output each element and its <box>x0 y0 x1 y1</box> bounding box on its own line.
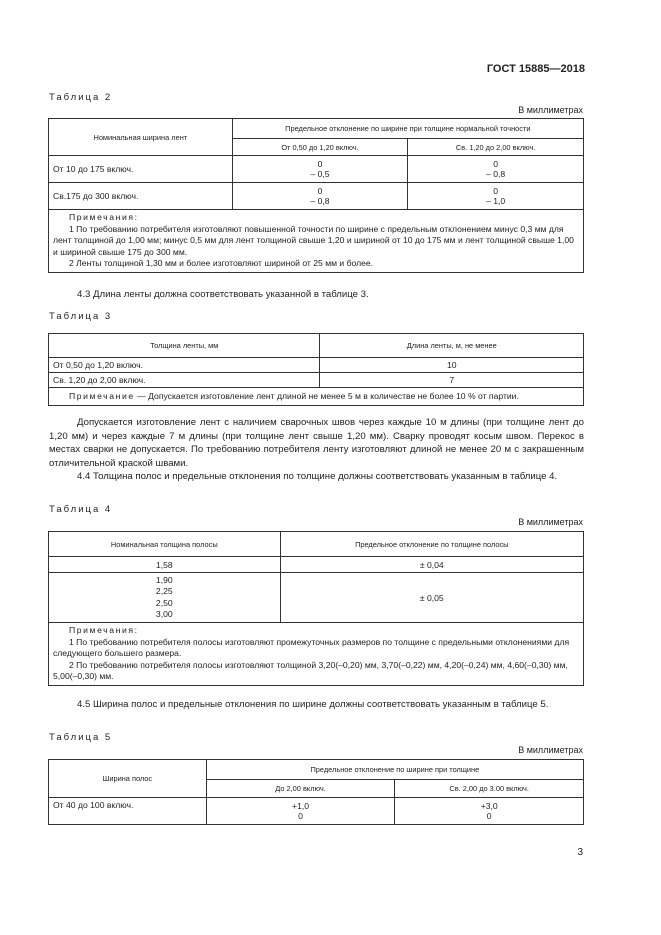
table2-col1-header: Номинальная ширина лент <box>49 119 233 156</box>
table-row <box>49 798 584 825</box>
cell-value: 0 <box>317 159 323 169</box>
cell-value: 2,25 <box>155 586 173 596</box>
note-caption: Примечание <box>69 390 135 401</box>
table-row <box>49 573 584 623</box>
cell-value: 2,50 <box>155 597 173 608</box>
cell-value: – 0,8 <box>486 169 506 179</box>
table4-caption: Таблица 4 <box>49 504 113 515</box>
cell-value: – 0,5 <box>310 169 330 179</box>
cell-value: +1,0 <box>292 801 310 811</box>
table3 <box>48 333 584 406</box>
table3-note <box>49 388 584 406</box>
table5-row-label: От 40 до 100 включ. <box>49 798 207 825</box>
table2-row2-label: Св.175 до 300 включ. <box>49 183 233 210</box>
table4-unit: В миллиметрах <box>518 517 583 527</box>
table2-unit: В миллиметрах <box>518 105 583 115</box>
paragraph-welding <box>49 416 584 470</box>
notes-caption: Примечания: <box>69 625 139 635</box>
table-row <box>49 156 584 183</box>
table3-row1-label: От 0,50 до 1,20 включ. <box>49 358 320 373</box>
cell-value: 0 <box>317 186 323 196</box>
table4-row1-label: 1,58 <box>49 557 281 573</box>
notes-caption: Примечания: <box>69 212 139 222</box>
note-1: 1 По требованию потребителя полосы изготовляют промежуточных размеров по толщине с предельными отклонениями для следующего большего размера. <box>53 636 570 659</box>
table4 <box>48 531 584 686</box>
table5-sub2-header: Св. 2,00 до 3.00 включ. <box>395 780 584 798</box>
cell-value: 0 <box>493 186 499 196</box>
cell-value: 0 <box>486 811 492 821</box>
table3-col2-header: Длина ленты, м, не менее <box>320 334 584 358</box>
note-2: 2 По требованию потребителя полосы изготовляют толщиной 3,20(–0,20) мм, 3,70(–0,22) мм, 4,20(–0,24) мм, 4,60(–0,30) мм, 5,00(–0,30) мм. <box>53 659 568 682</box>
document-header: ГОСТ 15885—2018 <box>486 63 585 75</box>
table2 <box>48 118 584 273</box>
paragraph-text: 4.3 Длина ленты должна соответствовать указанной в таблице 3. <box>77 289 369 300</box>
table3-row1-value: 10 <box>320 358 584 373</box>
table-row <box>49 373 584 388</box>
note-2: 2 Ленты толщиной 1,30 мм и более изготовляют шириной от 25 мм и более. <box>69 258 374 269</box>
table5 <box>48 759 584 825</box>
cell-value: – 1,0 <box>486 196 506 206</box>
cell-value: 0 <box>493 159 499 169</box>
table2-sub2-header: Св. 1,20 до 2,00 включ. <box>408 139 584 156</box>
table2-group-header: Предельное отклонение по ширине при толщине нормальной точности <box>232 119 583 139</box>
paragraph-text: 4.4 Толщина полос и предельные отклонения по толщине должны соответствовать указанным в таблице 4. <box>77 471 558 482</box>
table5-unit: В миллиметрах <box>518 745 583 755</box>
table2-notes <box>49 210 584 273</box>
cell-value: 3,00 <box>155 609 173 619</box>
table4-col1-header: Номинальная толщина полосы <box>49 532 281 557</box>
table3-row2-value: 7 <box>320 373 584 388</box>
table2-row1-label: От 10 до 175 включ. <box>49 156 233 183</box>
note-1: 1 По требованию потребителя изготовляют повышенной точности по ширине с предельным отклонением минус 0,3 мм для лент толщиной до 1,00 мм; минус 0,5 мм для лент толщиной свыше 1,20 и шириной от 10 до 175 мм и лент толщиной свыше 1,00 и шириной свыше 175 до 300 мм. <box>53 223 574 257</box>
table4-row2-value: ± 0,05 <box>280 573 583 623</box>
table4-notes <box>49 623 584 686</box>
paragraph-4-4 <box>49 470 584 484</box>
paragraph-4-5 <box>49 698 584 712</box>
table-row <box>49 183 584 210</box>
paragraph-4-3 <box>49 288 584 302</box>
paragraph-text: Допускается изготовление лент с наличием сварочных швов через каждые 10 м длины (при толщине лент до 1,20 мм) и через каждые 7 м длины (при толщине лент свыше 1,20 мм). Сварку проводят косым швом. Перекос в местах сварки не допускается. По требованию потребителя ленту изготовляют длиной не менее 20 м с закрашенным отличительной краской швами. <box>49 417 584 469</box>
table4-row1-value: ± 0,04 <box>280 557 583 573</box>
table5-group-header: Предельное отклонение по ширине при толщине <box>206 760 583 780</box>
paragraph-text: 4.5 Ширина полос и предельные отклонения по ширине должны соответствовать указанным в таблице 5. <box>77 699 549 710</box>
cell-value: – 0,8 <box>310 196 330 206</box>
table5-caption: Таблица 5 <box>49 732 113 743</box>
table5-col1-header: Ширина полос <box>49 760 207 798</box>
table3-caption: Таблица 3 <box>49 311 113 322</box>
table-row <box>49 358 584 373</box>
cell-value: 0 <box>298 811 303 821</box>
cell-value: +3,0 <box>480 801 498 811</box>
note-text: — Допускается изготовление лент длиной не менее 5 м в количестве не более 10 % от партии. <box>137 390 519 401</box>
table5-sub1-header: До 2,00 включ. <box>206 780 395 798</box>
table2-caption: Таблица 2 <box>49 92 113 103</box>
cell-value: 1,90 <box>155 574 173 585</box>
table4-col2-header: Предельное отклонение по толщине полосы <box>280 532 583 557</box>
table3-col1-header: Толщина ленты, мм <box>49 334 320 358</box>
table-row <box>49 557 584 573</box>
table3-row2-label: Св. 1,20 до 2,00 включ. <box>49 373 320 388</box>
page-number: 3 <box>577 847 583 858</box>
table2-sub1-header: От 0,50 до 1,20 включ. <box>232 139 408 156</box>
